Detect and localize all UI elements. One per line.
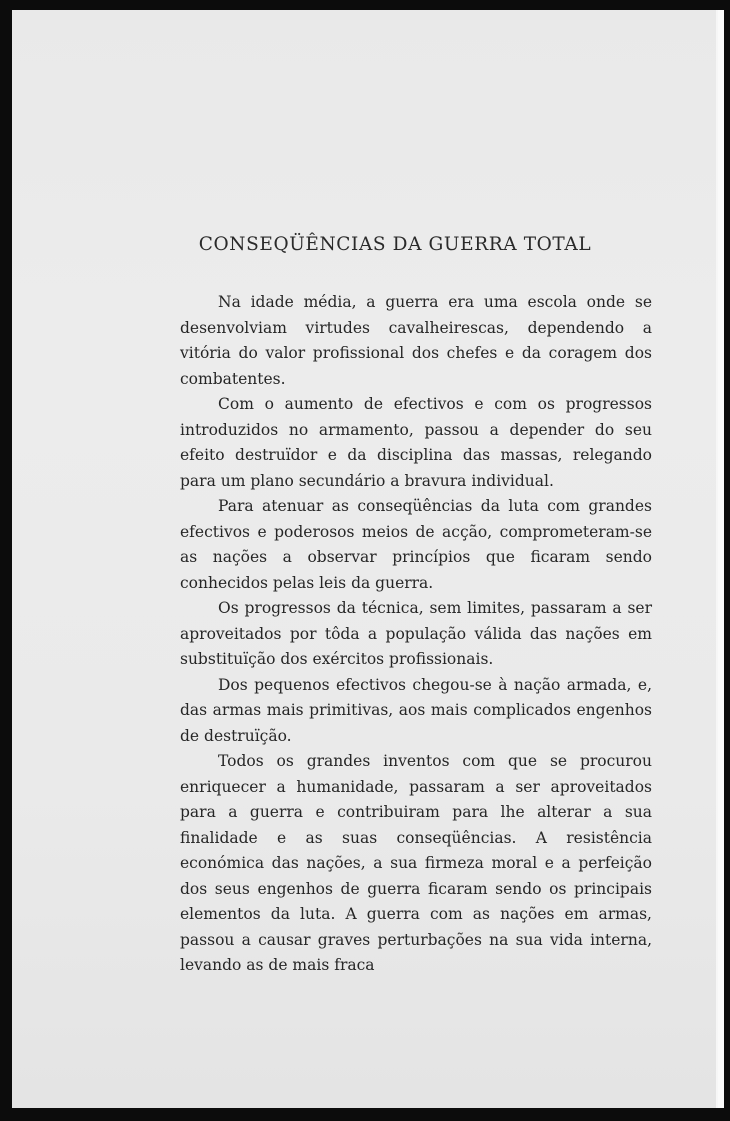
- paragraph: Os progressos da técnica, sem limites, passaram a ser aproveitados por tôda a população válida das nações em substituïção dos exércitos profissionais.: [180, 599, 652, 668]
- page-title: CONSEQÜÊNCIAS DA GUERRA TOTAL: [198, 234, 592, 255]
- paragraph: Na idade média, a guerra era uma escola onde se desenvolviam virtudes cavalheirescas, dependendo a vitória do valor profissional dos chefes e da coragem dos combatentes.: [180, 293, 652, 388]
- body-text: [180, 290, 652, 979]
- paragraph: Com o aumento de efectivos e com os progressos introduzidos no armamento, passou a depender do seu efeito destruïdor e da disciplina das massas, relegando para um plano secundário a bravura individual.: [180, 395, 652, 490]
- page-edge: [718, 10, 724, 1108]
- paragraph: Para atenuar as conseqüências da luta com grandes efectivos e poderosos meios de acção, comprometeram-se as nações a observar princípios que ficaram sendo conhecidos pelas leis da guerra.: [180, 497, 652, 592]
- paragraph: Dos pequenos efectivos chegou-se à nação armada, e, das armas mais primitivas, aos mais complicados engenhos de destruïção.: [180, 675, 652, 745]
- paragraph: Todos os grandes inventos com que se procurou enriquecer a humanidade, passaram a ser aproveitados para a guerra e contribuiram para lhe alterar a sua finalidade e as suas conseqüências. A resistência económica das nações, a sua firmeza moral e a perfeição dos seus engenhos de guerra ficaram sendo os principais elementos da luta. A guerra com as nações em armas, passou a causar graves perturbações na sua vida interna, levando as de mais fraca: [180, 752, 652, 974]
